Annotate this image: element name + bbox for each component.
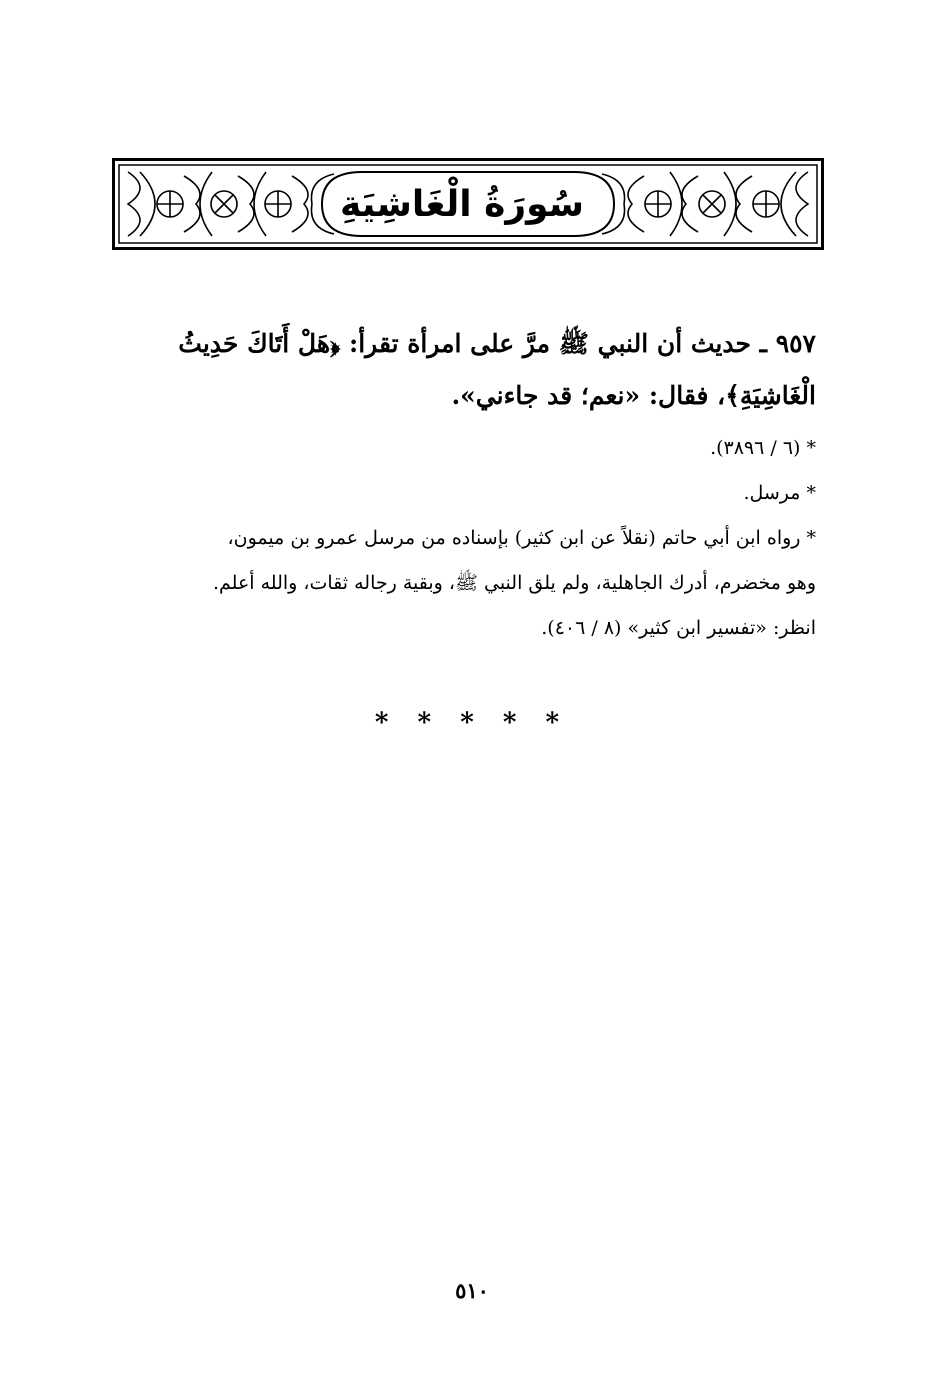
main-text xyxy=(96,318,816,651)
hadith-line-1: ٩٥٧ ـ حديث أن النبي ﷺ مرَّ على امرأة تقرأ: ﴿هَلْ أَتَاكَ حَدِيثُ xyxy=(178,329,816,358)
explanation-line-2: وهو مخضرم، أدرك الجاهلية، ولم يلق النبي ﷺ، وبقية رجاله ثقات، والله أعلم. xyxy=(212,572,816,594)
hadith-line-2: الْغَاشِيَةِ﴾، فقال: «نعم؛ قد جاءني». xyxy=(451,381,816,410)
grade-note: * مرسل. xyxy=(743,482,816,504)
left-arabesque-ornament xyxy=(128,172,308,236)
see-also-note: انظر: «تفسير ابن كثير» (٨ / ٤٠٦). xyxy=(541,617,816,639)
surah-title: سُورَةُ الْغَاشِيَةِ xyxy=(339,183,585,225)
reference-note: * (٦ / ٣٨٩٦). xyxy=(710,437,816,459)
explanation-line-1: * رواه ابن أبي حاتم (نقلاً عن ابن كثير) بإسناده من مرسل عمرو بن ميمون، xyxy=(227,527,816,549)
section-divider: * * * * * xyxy=(374,708,570,738)
right-arabesque-ornament xyxy=(628,172,808,236)
page-number: ٥١٠ xyxy=(455,1278,489,1303)
